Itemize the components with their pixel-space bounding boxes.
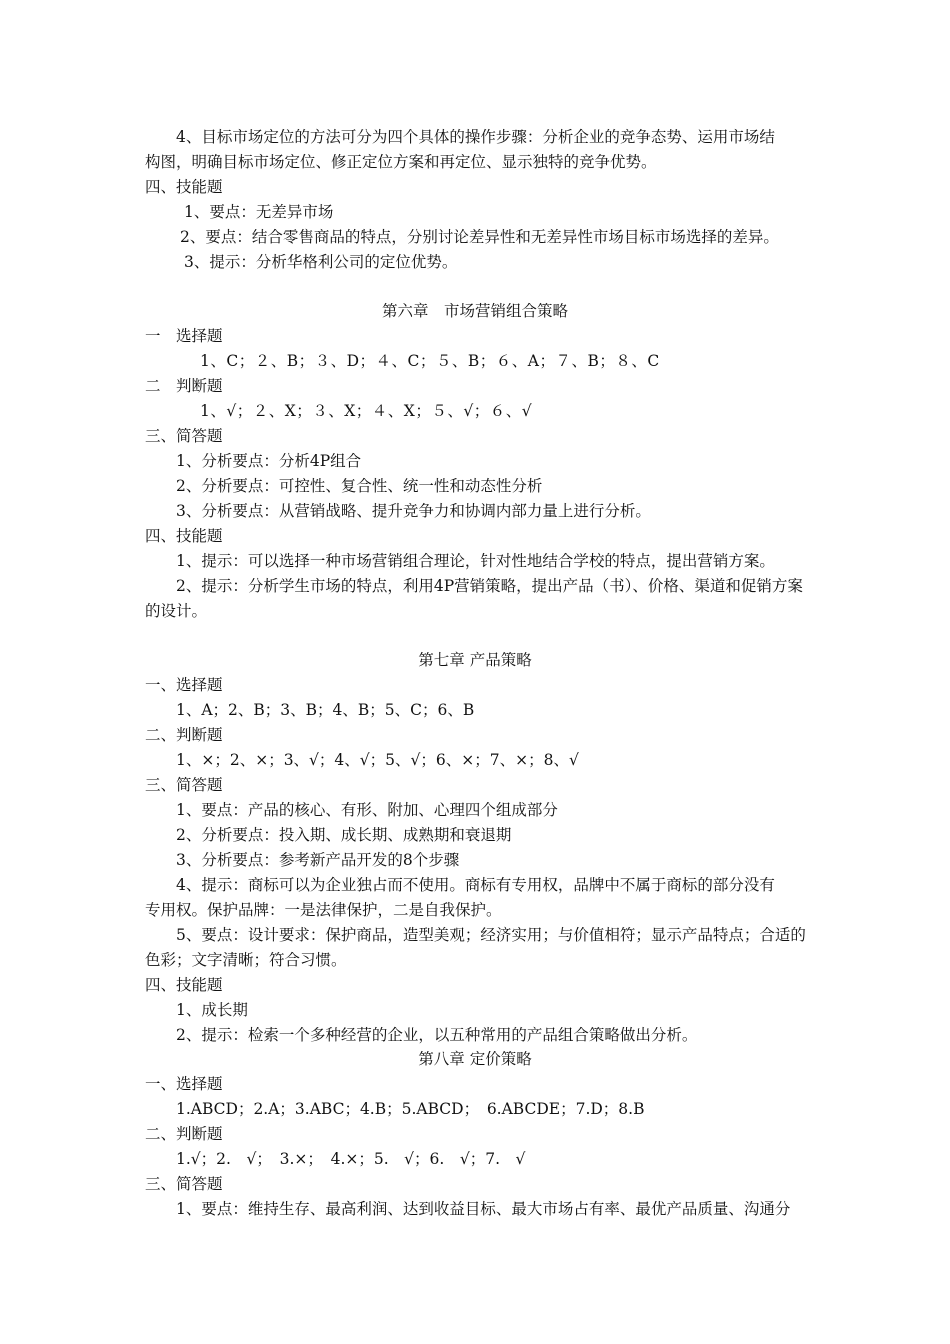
ch7-short-5-line1: 5、要点：设计要求：保护商品，造型美观；经济实用；与价值相符；显示产品特点；合适的	[176, 926, 806, 944]
ch7-choice-heading: 一、选择题	[145, 676, 223, 694]
ch6-short-heading: 三、简答题	[145, 427, 223, 445]
ch5-skill-1: 1、要点：无差异市场	[184, 203, 334, 221]
chapter-8-title: 第八章 定价策略	[418, 1050, 532, 1068]
ch8-choice-heading: 一、选择题	[145, 1075, 223, 1093]
ch5-item4-line1: 4、目标市场定位的方法可分为四个具体的操作步骤：分析企业的竞争态势、运用市场结	[176, 128, 775, 146]
ch7-short-4-line1: 4、提示：商标可以为企业独占而不使用。商标有专用权，品牌中不属于商标的部分没有	[176, 876, 775, 894]
ch6-choice-answers: 1、C；２、B；３、D；４、C；５、B；６、A；７、B；８、C	[200, 352, 660, 370]
ch8-short-heading: 三、简答题	[145, 1175, 223, 1193]
ch5-skill-heading: 四、技能题	[145, 178, 223, 196]
ch7-skill-heading: 四、技能题	[145, 976, 223, 994]
ch7-choice-answers: 1、A；2、B；3、B；4、B；5、C；6、B	[176, 701, 475, 719]
chapter-6-title: 第六章 市场营销组合策略	[381, 302, 568, 320]
ch5-skill-3: 3、提示：分析华格利公司的定位优势。	[184, 253, 458, 271]
ch5-item4-line2: 构图，明确目标市场定位、修正定位方案和再定位、显示独特的竞争优势。	[145, 153, 657, 171]
ch6-skill-heading: 四、技能题	[145, 527, 223, 545]
ch8-judge-heading: 二、判断题	[145, 1125, 223, 1143]
ch8-judge-answers: 1.√；2. √； 3.×； 4.×；5. √；6. √；7. √	[176, 1150, 526, 1168]
ch7-short-heading: 三、简答题	[145, 776, 223, 794]
ch7-judge-answers: 1、×；2、×；3、√；4、√；5、√；6、×；7、×；8、√	[176, 751, 579, 769]
chapter-7-title: 第七章 产品策略	[418, 651, 532, 669]
ch7-short-4-line2: 专用权。保护品牌：一是法律保护，二是自我保护。	[145, 901, 502, 919]
ch7-skill-1: 1、成长期	[176, 1001, 248, 1019]
ch6-choice-heading: 一 选择题	[145, 327, 223, 345]
ch6-judge-heading: 二 判断题	[145, 377, 223, 395]
ch7-judge-heading: 二、判断题	[145, 726, 223, 744]
ch8-short-1: 1、要点：维持生存、最高利润、达到收益目标、最大市场占有率、最优产品质量、沟通分	[176, 1200, 791, 1218]
ch6-judge-answers: 1、√；２、X；３、X；４、X；５、√；６、√	[200, 402, 533, 420]
ch5-skill-2: 2、要点：结合零售商品的特点，分别讨论差异性和无差异性市场目标市场选择的差异。	[180, 228, 779, 246]
ch7-short-2: 2、分析要点：投入期、成长期、成熟期和衰退期	[176, 826, 512, 844]
ch8-choice-answers: 1.ABCD；2.A；3.ABC；4.B；5.ABCD； 6.ABCDE；7.D；8.B	[176, 1100, 645, 1118]
ch7-short-5-line2: 色彩；文字清晰；符合习惯。	[145, 951, 347, 969]
ch7-short-3: 3、分析要点：参考新产品开发的8个步骤	[176, 851, 460, 869]
ch6-short-2: 2、分析要点：可控性、复合性、统一性和动态性分析	[176, 477, 543, 495]
ch6-skill-1: 1、提示：可以选择一种市场营销组合理论，针对性地结合学校的特点，提出营销方案。	[176, 552, 775, 570]
ch7-skill-2: 2、提示：检索一个多种经营的企业，以五种常用的产品组合策略做出分析。	[176, 1026, 698, 1044]
ch6-skill-2-line2: 的设计。	[145, 602, 208, 620]
ch7-short-1: 1、要点：产品的核心、有形、附加、心理四个组成部分	[176, 801, 558, 819]
ch6-skill-2-line1: 2、提示：分析学生市场的特点，利用4P营销策略，提出产品（书）、价格、渠道和促销方案	[176, 577, 803, 595]
ch6-short-1: 1、分析要点：分析4P组合	[176, 452, 362, 470]
ch6-short-3: 3、分析要点：从营销战略、提升竞争力和协调内部力量上进行分析。	[176, 502, 651, 520]
